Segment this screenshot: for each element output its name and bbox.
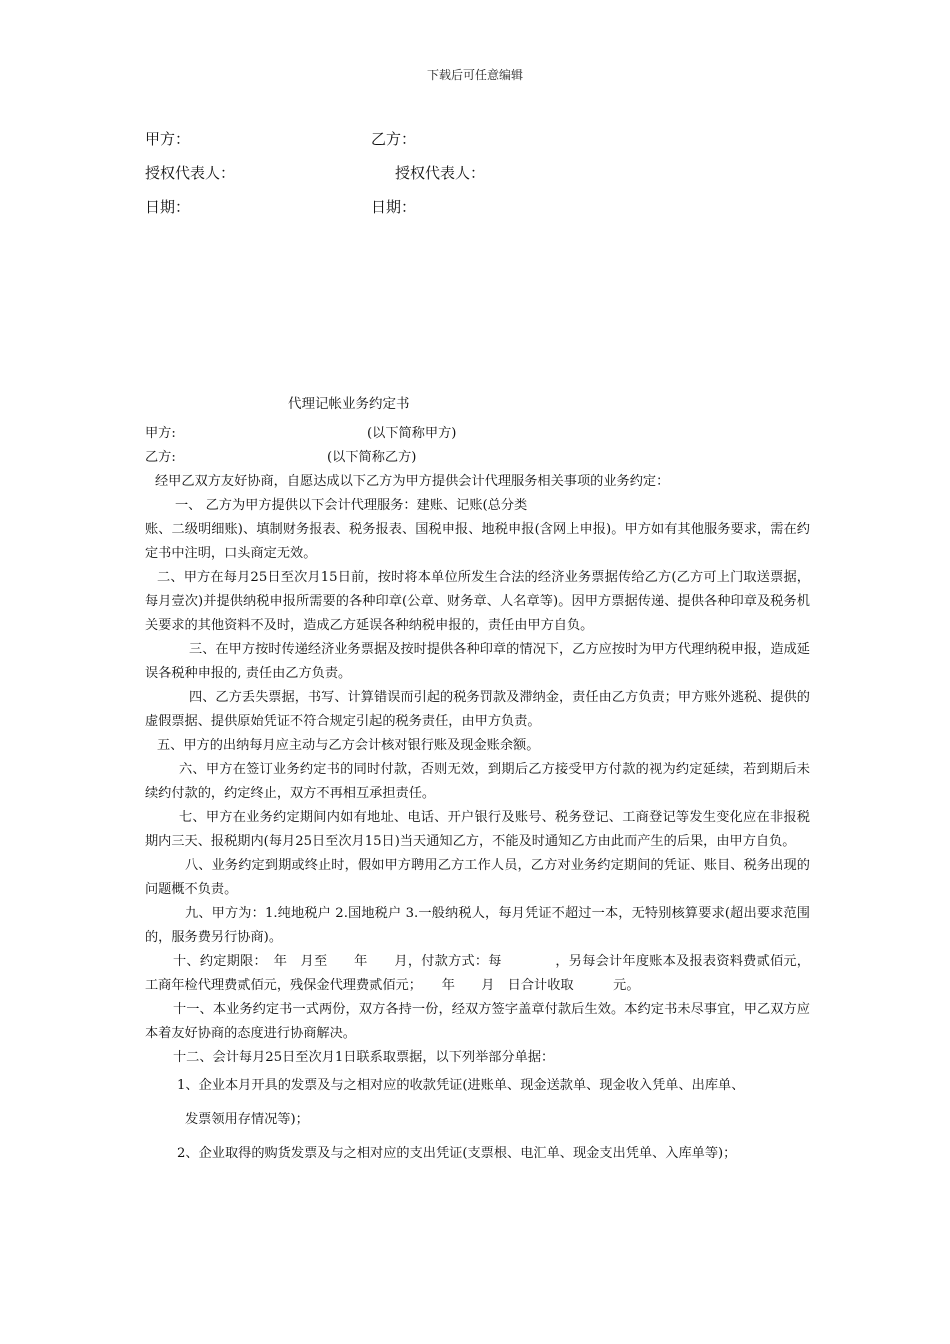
document-title: 代理记帐业务约定书 <box>288 396 410 412</box>
clause-7: 七、甲方在业务约定期间内如有地址、电话、开户银行及账号、税务登记、工商登记等发生变化应在非报税期内三天、报税期内(每月25日至次月15日)当天通知乙方，不能及时通知乙方由此而产生的后果，由甲方自负。 <box>145 810 810 849</box>
clause-4: 四、乙方丢失票据，书写、计算错误而引起的税务罚款及滞纳金，责任由乙方负责；甲方账外逃税、提供的虚假票据、提供原始凭证不符合规定引起的税务责任，由甲方负责。 <box>145 690 810 729</box>
clause-10: 十、约定期限： 年 月至 年 月，付款方式：每 ，另每会计年度账本及报表资料费贰佰元，工商年检代理费贰佰元，残保金代理费贰佰元； 年 月 日合计收取 元。 <box>145 954 810 993</box>
clause-11: 十一、本业务约定书一式两份，双方各持一份，经双方签字盖章付款后生效。本约定书未尽事宜，甲乙双方应本着友好协商的态度进行协商解决。 <box>145 1002 810 1041</box>
agreement-body <box>145 470 810 1170</box>
clause-6: 六、甲方在签订业务约定书的同时付款，否则无效，到期后乙方接受甲方付款的视为约定延续，若到期后未续约付款的，约定终止，双方不再相互承担责任。 <box>145 762 810 801</box>
clause-2: 二、甲方在每月25日至次月15日前，按时将本单位所发生合法的经济业务票据传给乙方(乙方可上门取送票据，每月壹次)并提供纳税申报所需要的各种印章(公章、财务章、人名章等)。因甲方票据传递、提供各种印章及税务机关要求的其他资料不及时，造成乙方延误各种纳税申报的，责任由甲方自负。 <box>145 570 810 633</box>
clause-1-first-line: 一、 乙方为甲方提供以下会计代理服务：建账、记账(总分类 <box>175 498 528 513</box>
party-b-note: (以下简称乙方) <box>327 450 417 465</box>
party-b-label: 乙方: <box>145 450 176 465</box>
party-b-date-label: 日期： <box>371 198 417 216</box>
clause-12-item-1-continued: 发票领用存情况等)； <box>185 1112 309 1127</box>
clause-1-continued: 账、二级明细账)、填制财务报表、税务报表、国税申报、地税申报(含网上申报)。甲方如有其他服务要求，需在约定书中注明，口头商定无效。 <box>145 522 810 561</box>
clause-12-item-2: 2、企业取得的购货发票及与之相对应的支出凭证(支票根、电汇单、现金支出凭单、入库单等)； <box>177 1146 737 1161</box>
header-note: 下载后可任意编辑 <box>426 68 523 82</box>
clause-12-item-1: 1、企业本月开具的发票及与之相对应的收款凭证(进账单、现金送款单、现金收入凭单、出库单、 <box>177 1078 745 1093</box>
clause-8: 八、业务约定到期或终止时，假如甲方聘用乙方工作人员，乙方对业务约定期间的凭证、账目、税务出现的问题概不负责。 <box>145 858 810 897</box>
party-a-note: (以下简称甲方) <box>367 426 457 441</box>
clause-5: 五、甲方的出纳每月应主动与乙方会计核对银行账及现金账余额。 <box>157 738 540 753</box>
party-b-signature-label: 乙方： <box>371 130 417 148</box>
party-a-signature-label: 甲方： <box>145 130 191 148</box>
party-a-label: 甲方: <box>145 426 176 441</box>
party-b-representative-label: 授权代表人： <box>395 164 486 182</box>
clause-9: 九、甲方为：1.纯地税户 2.国地税户 3.一般纳税人，每月凭证不超过一本，无特别核算要求(超出要求范围的，服务费另行协商)。 <box>145 906 810 945</box>
clause-12: 十二、会计每月25日至次月1日联系取票据，以下列举部分单据： <box>173 1050 555 1065</box>
clause-3: 三、在甲方按时传递经济业务票据及按时提供各种印章的情况下，乙方应按时为甲方代理纳税申报，造成延误各税种申报的, 责任由乙方负责。 <box>145 642 810 681</box>
intro-paragraph: 经甲乙双方友好协商，自愿达成以下乙方为甲方提供会计代理服务相关事项的业务约定： <box>155 474 670 489</box>
party-a-date-label: 日期： <box>145 198 191 216</box>
party-a-representative-label: 授权代表人： <box>145 164 236 182</box>
